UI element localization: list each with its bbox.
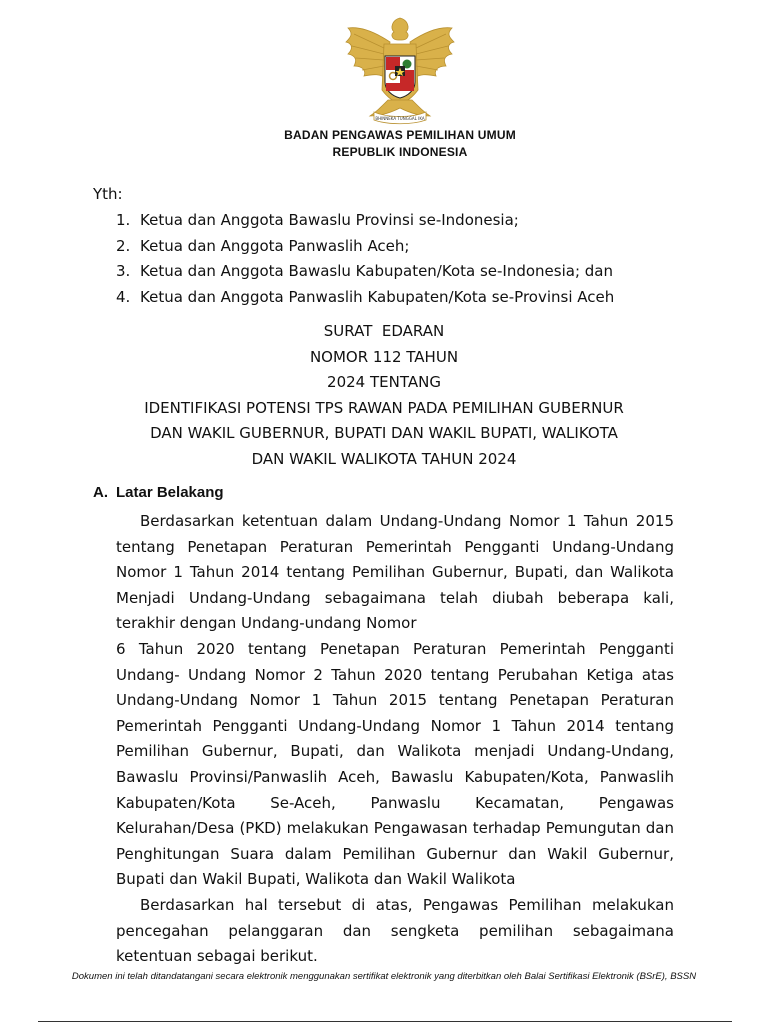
emblem-motto: BHINNEKA TUNGGAL IKA — [375, 116, 425, 121]
section-body — [116, 509, 674, 970]
paragraph: Berdasarkan ketentuan dalam Undang-Undang Nomor 1 Tahun 2015 tentang Penetapan Peraturan Pemerintah Pengganti Undang-Undang Nomor 1 Tahun 2014 tentang Pemilihan Gubernur, Bupati, dan Walikota Menjadi Undang-Undang sebagaimana telah diubah beberapa kali, terakhir dengan Undang-undang Nomor — [116, 512, 674, 633]
addressee-list — [116, 210, 614, 312]
document-title — [0, 321, 768, 475]
paragraph: Berdasarkan hal tersebut di atas, Pengawas Pemilihan melakukan pencegahan pelanggaran dan sengketa pemilihan sebagaimana ketentuan sebagai berikut. — [116, 895, 674, 966]
title-line: NOMOR 112 TAHUN — [309, 347, 459, 366]
org-name: BADAN PENGAWAS PEMILIHAN UMUM — [284, 128, 516, 142]
title-line: DAN WAKIL WALIKOTA TAHUN 2024 — [251, 449, 517, 468]
list-item: 4. Ketua dan Anggota Panwaslih Kabupaten/Kota se-Provinsi Aceh — [116, 287, 615, 306]
list-item: 1. Ketua dan Anggota Bawaslu Provinsi se-Indonesia; — [116, 211, 519, 229]
title-line: IDENTIFIKASI POTENSI TPS RAWAN PADA PEMILIHAN GUBERNUR — [144, 398, 624, 417]
section-letter: A. — [93, 484, 108, 501]
title-line: 2024 TENTANG — [327, 373, 441, 392]
addressee-label: Yth: — [93, 185, 123, 203]
garuda-pancasila-emblem — [340, 12, 460, 130]
paragraph: 6 Tahun 2020 tentang Penetapan Peraturan Pemerintah Pengganti Undang- Undang Nomor 2 Tahun 2020 tentang Perubahan Ketiga atas Undang-Undang Nomor 1 Tahun 2015 tentang Penetapan Peraturan Pemerintah Pengganti Undang-Undang Nomor 1 Tahun 2014 tentang Pemilihan Gubernur, Bupati, dan Walikota menjadi Undang-Undang, Bawaslu Provinsi/Panwaslih Aceh, Bawaslu Kabupaten/Kota, Panwaslih Kabupaten/Kota Se-Aceh, Panwaslu Kecamatan, Pengawas Kelurahan/Desa (PKD) melakukan Pengawasan terhadap Pemungutan dan Penghitungan Suara dalam Pemilihan Gubernur dan Wakil Gubernur, Bupati dan Wakil Bupati, Walikota dan Wakil Walikota — [116, 639, 674, 889]
list-item: 2. Ketua dan Anggota Panwaslih Aceh; — [116, 236, 410, 255]
section-heading — [93, 484, 224, 501]
e-signature-notice: Dokumen ini telah ditandatangani secara elektronik menggunakan sertifikat elektronik yang diterbitkan oleh Balai Sertifikasi Elektronik (BSrE), BSSN — [71, 971, 697, 982]
footer-divider — [38, 1021, 732, 1022]
list-item: 3. Ketua dan Anggota Bawaslu Kabupaten/Kota se-Indonesia; dan — [116, 262, 614, 280]
title-line: DAN WAKIL GUBERNUR, BUPATI DAN WAKIL BUPATI, WALIKOTA — [150, 424, 618, 443]
title-line: SURAT EDARAN — [323, 322, 445, 340]
org-country: REPUBLIK INDONESIA — [332, 145, 468, 159]
section-title: Latar Belakang — [116, 484, 224, 501]
